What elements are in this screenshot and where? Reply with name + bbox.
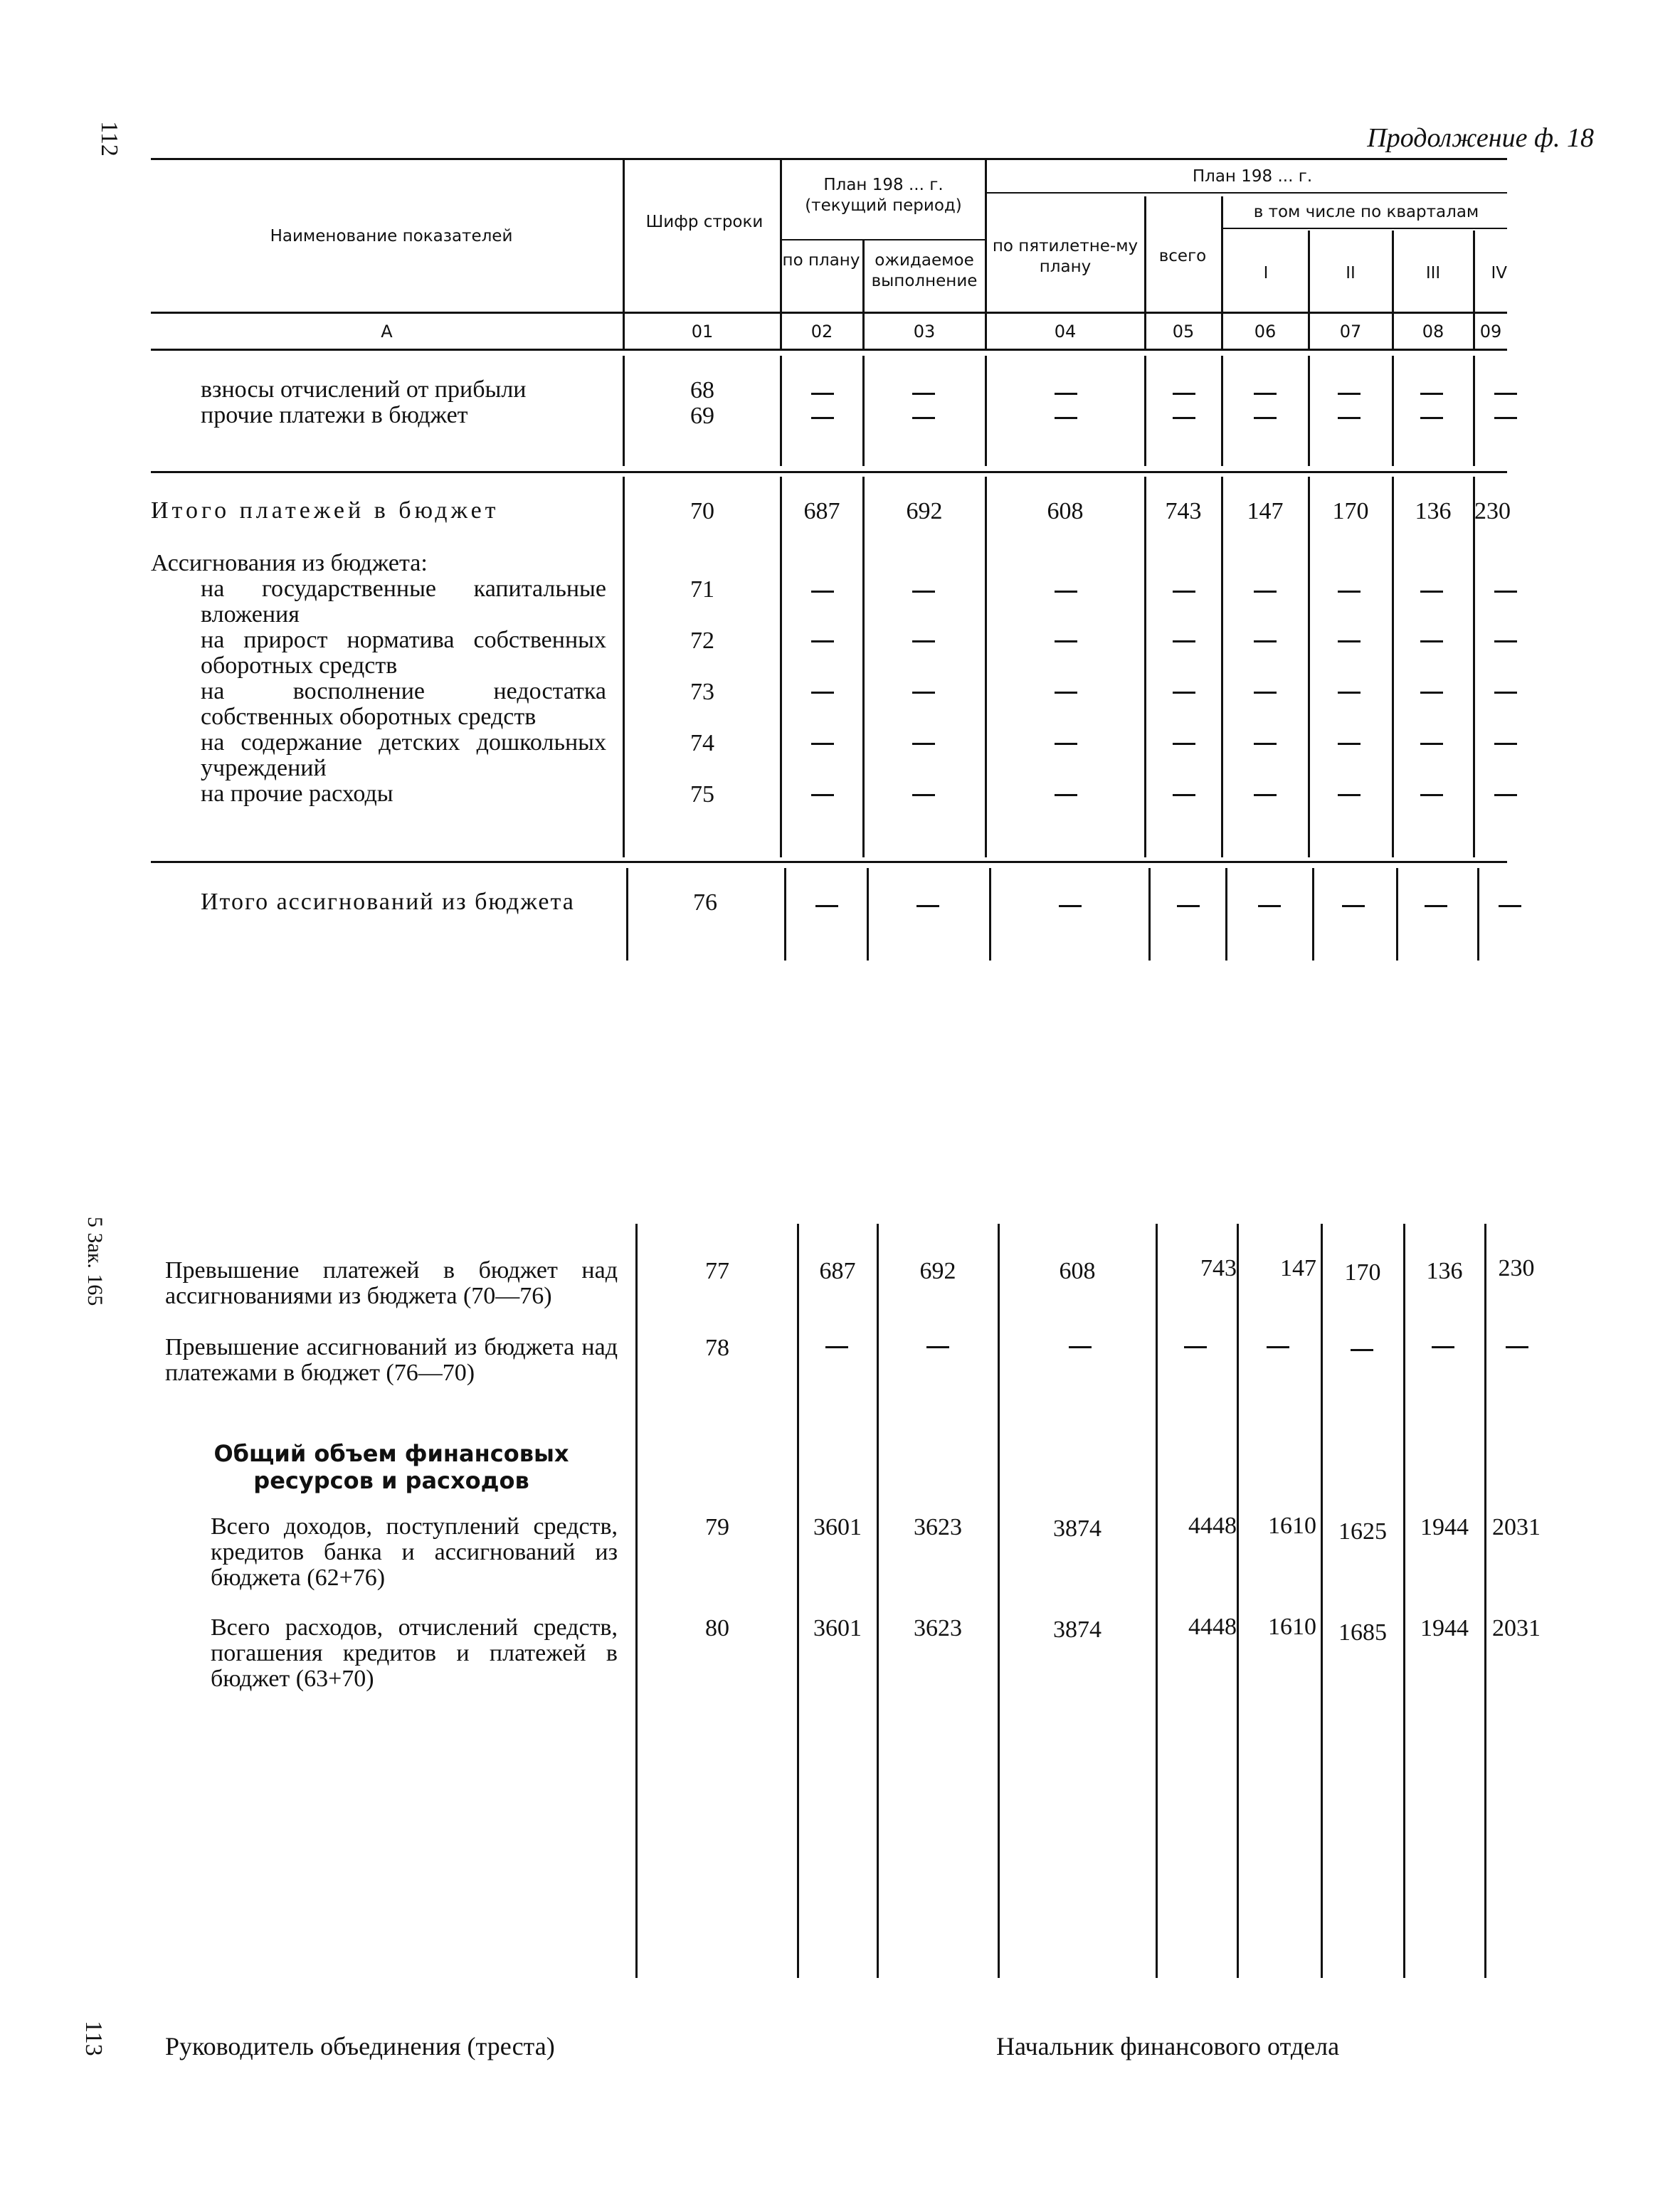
header-plan-current: План 198 ... г. (текущий период) bbox=[805, 176, 962, 215]
row-77-value-07: 170 bbox=[1344, 1259, 1381, 1286]
row-68-code: 68 bbox=[690, 377, 714, 403]
row-78-label: Превышение ассигнований из бюджета над платежами в бюджет (76—70) bbox=[165, 1334, 618, 1386]
row-75-code: 75 bbox=[690, 781, 714, 808]
signature-head-of-finance: Начальник финансового отдела bbox=[996, 2032, 1340, 2060]
row-77-value-08: 136 bbox=[1426, 1258, 1463, 1284]
row-77-label: Превышение платежей в бюджет над ассигнованиями из бюджета (70—76) bbox=[165, 1257, 618, 1309]
row-70-value-08: 136 bbox=[1415, 498, 1452, 524]
column-code-09: 09 bbox=[1479, 322, 1502, 342]
row-77-value-02: 687 bbox=[819, 1258, 856, 1284]
header-quarter-4: IV bbox=[1491, 264, 1507, 282]
header-quarter-1: I bbox=[1263, 264, 1269, 282]
row-70-value-05: 743 bbox=[1165, 498, 1202, 524]
row-79-value-07: 1625 bbox=[1338, 1518, 1387, 1545]
row-76-label: Итого ассигнований из бюджета bbox=[201, 889, 575, 915]
row-70-value-02: 687 bbox=[803, 498, 840, 524]
row-70-label: Итого платежей в бюджет bbox=[151, 497, 500, 524]
row-75-label: на прочие расходы bbox=[201, 781, 393, 807]
row-80-value-08: 1944 bbox=[1420, 1615, 1469, 1641]
column-code-03: 03 bbox=[913, 322, 936, 342]
header-total: всего bbox=[1158, 247, 1207, 265]
page-number-top: 112 bbox=[95, 121, 122, 157]
header-code-column: Шифр строки bbox=[645, 213, 764, 231]
row-80-value-09: 2031 bbox=[1492, 1615, 1541, 1641]
signature-head-of-trust: Руководитель объединения (треста) bbox=[165, 2032, 555, 2060]
header-five-year-plan: по пятилетне-му плану bbox=[992, 237, 1139, 276]
continuation-caption: Продолжение ф. 18 bbox=[1367, 123, 1594, 153]
row-78-code: 78 bbox=[705, 1335, 729, 1361]
row-80-value-06: 1610 bbox=[1268, 1614, 1316, 1640]
row-80-value-03: 3623 bbox=[914, 1615, 962, 1641]
column-code-04: 04 bbox=[1054, 322, 1077, 342]
row-70-value-09: 230 bbox=[1474, 498, 1511, 524]
header-plan-current-expected: ожидаемое выполнение bbox=[871, 251, 978, 290]
header-quarter-2: II bbox=[1346, 264, 1356, 282]
row-70-value-04: 608 bbox=[1047, 498, 1084, 524]
row-79-value-03: 3623 bbox=[914, 1514, 962, 1540]
row-77-code: 77 bbox=[705, 1258, 729, 1284]
header-quarter-3: III bbox=[1425, 264, 1441, 282]
header-plan-current-by-plan: по плану bbox=[782, 251, 860, 270]
row-74-label: на содержание детских дошкольных учреждений bbox=[201, 729, 606, 781]
row-80-value-04: 3874 bbox=[1053, 1617, 1101, 1643]
column-code-02: 02 bbox=[810, 322, 833, 342]
row-79-value-04: 3874 bbox=[1053, 1515, 1101, 1542]
row-71-label: на государственные капитальные вложения bbox=[201, 576, 606, 628]
row-70-value-07: 170 bbox=[1332, 498, 1369, 524]
row-77-value-04: 608 bbox=[1059, 1258, 1096, 1284]
row-79-value-05: 4448 bbox=[1188, 1513, 1237, 1539]
column-code-a: А bbox=[381, 322, 393, 342]
row-68-label: взносы отчислений от прибыли bbox=[201, 376, 527, 403]
row-70-code: 70 bbox=[690, 498, 714, 524]
row-73-label: на восполнение недостатка собственных оборотных средств bbox=[201, 678, 606, 730]
row-80-value-02: 3601 bbox=[813, 1615, 862, 1641]
financial-resources-heading: Общий объем финансовых ресурсов и расходов bbox=[213, 1440, 569, 1494]
row-79-label: Всего доходов, поступлений средств, кредитов банка и ассигнований из бюджета (62+76) bbox=[211, 1513, 618, 1591]
row-80-label: Всего расходов, отчислений средств, погашения кредитов и платежей в бюджет (63+70) bbox=[211, 1614, 618, 1692]
row-79-value-06: 1610 bbox=[1268, 1513, 1316, 1539]
header-by-quarters: в том числе по кварталам bbox=[1253, 203, 1479, 221]
row-72-label: на прирост норматива собственных оборотных средств bbox=[201, 627, 606, 679]
row-69-label: прочие платежи в бюджет bbox=[201, 402, 468, 428]
page-number-bottom: 113 bbox=[80, 2021, 107, 2056]
side-order-note: 5 Зак. 165 bbox=[83, 1217, 107, 1306]
header-name-column: Наименование показателей bbox=[270, 227, 513, 245]
column-code-06: 06 bbox=[1254, 322, 1277, 342]
row-70-value-06: 147 bbox=[1247, 498, 1284, 524]
row-73-code: 73 bbox=[690, 679, 714, 705]
allocations-heading: Ассигнования из бюджета: bbox=[151, 550, 428, 576]
row-72-code: 72 bbox=[690, 628, 714, 654]
row-79-value-08: 1944 bbox=[1420, 1514, 1469, 1540]
row-77-value-03: 692 bbox=[919, 1258, 956, 1284]
row-80-value-07: 1685 bbox=[1338, 1619, 1387, 1646]
row-76-code: 76 bbox=[693, 889, 717, 916]
row-77-value-06: 147 bbox=[1280, 1255, 1316, 1281]
row-80-code: 80 bbox=[705, 1615, 729, 1641]
column-code-08: 08 bbox=[1422, 322, 1444, 342]
row-77-value-09: 230 bbox=[1498, 1255, 1535, 1281]
column-code-01: 01 bbox=[691, 322, 714, 342]
row-69-code: 69 bbox=[690, 403, 714, 429]
row-71-code: 71 bbox=[690, 576, 714, 603]
row-79-value-09: 2031 bbox=[1492, 1514, 1541, 1540]
row-74-code: 74 bbox=[690, 730, 714, 756]
row-79-code: 79 bbox=[705, 1514, 729, 1540]
header-plan-next: План 198 ... г. bbox=[1192, 167, 1313, 186]
row-70-value-03: 692 bbox=[906, 498, 943, 524]
row-77-value-05: 743 bbox=[1200, 1255, 1237, 1281]
row-79-value-02: 3601 bbox=[813, 1514, 862, 1540]
row-80-value-05: 4448 bbox=[1188, 1614, 1237, 1640]
column-code-05: 05 bbox=[1172, 322, 1195, 342]
column-code-07: 07 bbox=[1339, 322, 1362, 342]
